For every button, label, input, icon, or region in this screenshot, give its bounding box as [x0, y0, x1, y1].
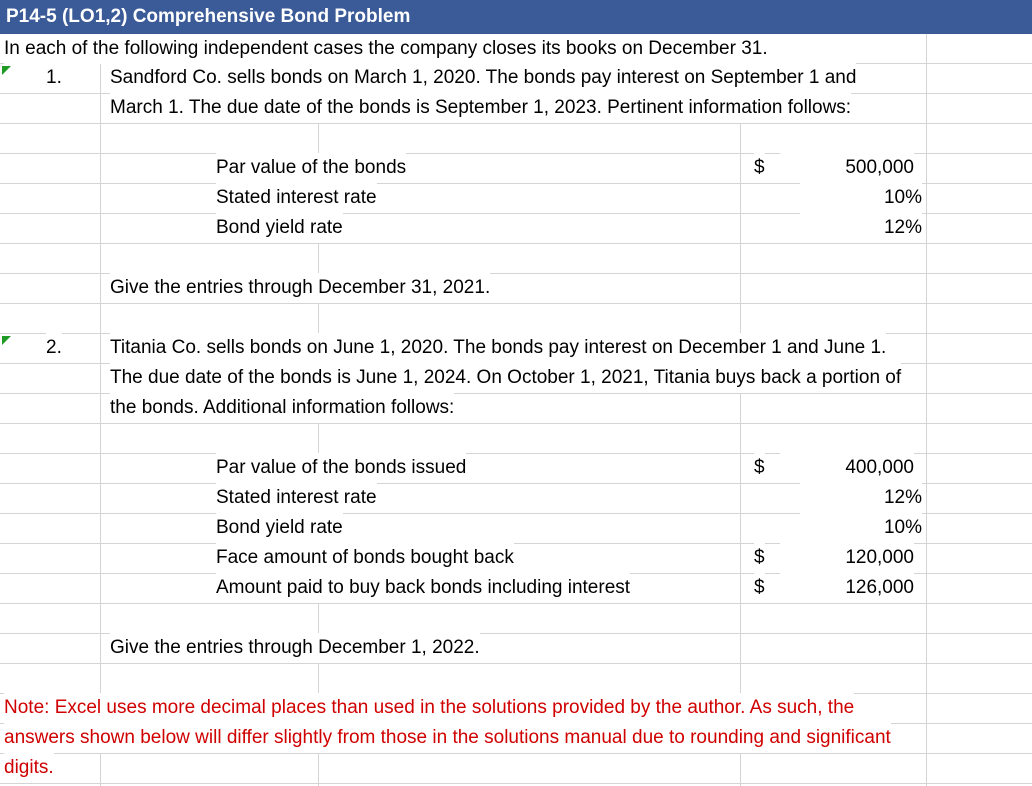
case2-yield-rate-label[interactable]: Bond yield rate: [216, 513, 343, 543]
intro-text[interactable]: In each of the following independent cases the company closes its books on December 31.: [4, 34, 768, 64]
case2-desc-line2[interactable]: The due date of the bonds is June 1, 2024. On October 1, 2021, Titania buys back a portion of: [110, 363, 901, 393]
case2-face-bought-back-value[interactable]: 120,000: [780, 543, 914, 573]
case2-stated-rate-label[interactable]: Stated interest rate: [216, 483, 377, 513]
case2-par-currency[interactable]: $: [754, 453, 765, 483]
case2-stated-rate-value[interactable]: 12%: [800, 483, 922, 513]
case2-face-bought-back-label[interactable]: Face amount of bonds bought back: [216, 543, 514, 573]
case2-amount-paid-label[interactable]: Amount paid to buy back bonds including interest: [216, 573, 630, 603]
case2-desc-line1[interactable]: Titania Co. sells bonds on June 1, 2020. The bonds pay interest on December 1 and June 1.: [110, 333, 886, 363]
case1-stated-rate-value[interactable]: 10%: [800, 183, 922, 213]
grid-row-line: [0, 603, 1032, 604]
title-bar[interactable]: [0, 0, 1032, 34]
case1-instruction[interactable]: Give the entries through December 31, 2021.: [110, 273, 490, 303]
problem-title: P14-5 (LO1,2) Comprehensive Bond Problem: [6, 6, 411, 27]
case2-instruction[interactable]: Give the entries through December 1, 2022.: [110, 633, 480, 663]
grid-row-line: [0, 783, 1032, 784]
case2-par-label[interactable]: Par value of the bonds issued: [216, 453, 466, 483]
case1-yield-rate-label[interactable]: Bond yield rate: [216, 213, 343, 243]
case2-number[interactable]: 2.: [46, 333, 62, 363]
case1-number[interactable]: 1.: [46, 63, 62, 93]
case2-face-bought-back-currency[interactable]: $: [754, 543, 765, 573]
case2-amount-paid-currency[interactable]: $: [754, 573, 765, 603]
grid-row-line: [0, 123, 1032, 124]
case1-par-currency[interactable]: $: [754, 153, 765, 183]
case2-desc-line3[interactable]: the bonds. Additional information follows:: [110, 393, 454, 423]
case1-par-value[interactable]: 500,000: [780, 153, 914, 183]
grid-row-line: [0, 243, 1032, 244]
case2-par-value[interactable]: 400,000: [780, 453, 914, 483]
comment-marker-icon[interactable]: [2, 66, 11, 75]
grid-row-line: [0, 663, 1032, 664]
case2-yield-rate-value[interactable]: 10%: [800, 513, 922, 543]
grid-row-line: [0, 423, 1032, 424]
grid-column-line: [740, 34, 741, 786]
comment-marker-icon[interactable]: [2, 336, 11, 345]
grid-row-line: [0, 753, 1032, 754]
case1-yield-rate-value[interactable]: 12%: [800, 213, 922, 243]
case1-desc-line1[interactable]: Sandford Co. sells bonds on March 1, 2020. The bonds pay interest on September 1 and: [110, 63, 856, 93]
note-line1[interactable]: Note: Excel uses more decimal places than used in the solutions provided by the author. As such, the: [4, 693, 854, 723]
case2-amount-paid-value[interactable]: 126,000: [780, 573, 914, 603]
grid-row-line: [0, 303, 1032, 304]
grid-column-line: [926, 34, 927, 786]
note-line3[interactable]: digits.: [4, 753, 54, 783]
grid-column-line: [100, 34, 101, 786]
note-line2[interactable]: answers shown below will differ slightly from those in the solutions manual due to rounding and significant: [4, 723, 891, 753]
case1-par-label[interactable]: Par value of the bonds: [216, 153, 406, 183]
case1-stated-rate-label[interactable]: Stated interest rate: [216, 183, 377, 213]
case1-desc-line2[interactable]: March 1. The due date of the bonds is September 1, 2023. Pertinent information follows:: [110, 93, 851, 123]
